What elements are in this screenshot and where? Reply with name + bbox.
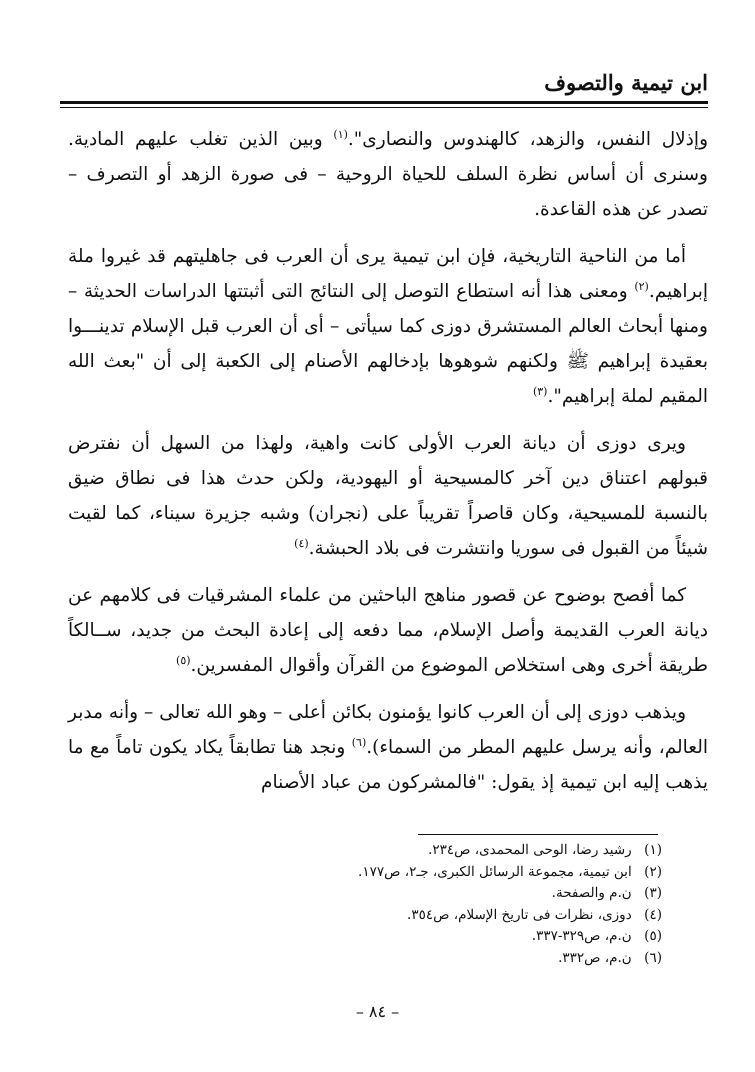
footnote-reference: (٢) [634,279,649,293]
paragraph [68,695,708,800]
footnote-number: (٦) [644,949,662,966]
paragraph [68,426,708,566]
footnote-text: دوزى، نظرات فى تاريخ الإسلام، ص٣٥٤. [407,906,632,923]
footnote-number: (٥) [644,928,662,944]
footnote-text: ن.م، ص٣٣٢. [558,949,632,966]
footnote-number: (١) [644,842,662,858]
paragraph-text: ونجد هنا تطابقاً يكاد يكون تاماً مع ما يذهب إليه ابن تيمية إذ يقول: "فالمشركون من عباد الأصنام [68,737,708,793]
paragraph-text: وبين الذين تغلب عليهم المادية. وسنرى أن أساس نظرة السلف للحياة الروحية – فى صورة الزهد أو التصرف – تصدر عن هذه القاعدة. [68,129,708,220]
footnote-reference: (٥) [176,653,191,667]
footnote-text: ابن تيمية، مجموعة الرسائل الكبرى، جـ٢، ص١٧٧. [358,863,632,880]
footnote-number: (٢) [644,863,662,880]
footnote-reference: (٣) [532,384,548,398]
footnote-item [300,840,662,862]
paragraph-text: ويذهب دوزى إلى أن العرب كانوا يؤمنون بكائن أعلى – وهو الله تعالى – وأنه مدبر العالم، وأنه يرسل عليهم المطر من السماء). [68,702,708,758]
footnotes [300,840,662,969]
page-number: – ٨٤ – [355,1002,400,1021]
paragraph [68,578,708,683]
paragraph-text: أما من الناحية التاريخية، فإن ابن تيمية يرى أن العرب فى جاهليتهم قد غيروا ملة إبراهيم. [68,246,708,302]
header-rule [60,101,708,104]
footnote-item [300,883,662,905]
footnote-text: ن.م والصفحة. [551,885,632,901]
paragraph [68,239,708,414]
footnote-separator [418,834,658,835]
footnote-number: (٣) [644,885,662,901]
footnote-reference: (٦) [351,735,367,749]
footnote-reference: (١) [333,127,348,141]
paragraph-text: ومعنى هذا أنه استطاع التوصل إلى النتائج التى أثبتتها الدراسات الحديثة – ومنها أبحاث العالم المستشرق دوزى كما سيأتى – أى أن العرب قبل الإسلام تدينـــوا بعقيدة إبراهيم ﷺ ولكنهم شوهوها بإدخالهم الأصنام إلى الكعبة إلى أن "بعث الله المقيم لملة إبراهيم". [68,281,708,407]
header-rule-thin [60,107,708,108]
paragraph-text: ويرى دوزى أن ديانة العرب الأولى كانت واهية، ولهذا من السهل أن نفترض قبولهم اعتناق دين آخر كالمسيحية أو اليهودية، ولكن حدث هذا فى نطاق ضيق بالنسبة للمسيحية، وكان قاصراً تقريباً على (نجران) وشبه جزيرة سيناء، كما لقيت شيئاً من القبول فى سوريا وانتشرت فى بلاد الحبشة. [68,433,708,559]
footnote-item [300,905,662,927]
footnote-item [300,948,662,970]
paragraph-text: وإذلال النفس، والزهد، كالهندوس والنصارى". [347,129,708,150]
footnote-text: ن.م، ص٣٢٩-٣٣٧. [531,928,632,944]
main-text [68,122,708,812]
footnote-text: رشيد رضا، الوحى المحمدى، ص٢٣٤. [428,842,632,858]
running-header: ابن تيمية والتصوف [544,70,708,95]
footnote-reference: (٤) [294,536,309,550]
paragraph-text: كما أفصح بوضوح عن قصور مناهج الباحثين من علماء المشرقيات فى كلامهم عن ديانة العرب القديمة وأصل الإسلام، مما دفعه إلى إعادة البحث من جديد، ســالكاً طريقة أخرى وهى استخلاص الموضوع من القرآن وأقوال المفسرين. [68,585,708,676]
footnote-number: (٤) [644,906,662,923]
paragraph [68,122,708,227]
footnote-item [300,862,662,884]
footnote-item [300,926,662,948]
